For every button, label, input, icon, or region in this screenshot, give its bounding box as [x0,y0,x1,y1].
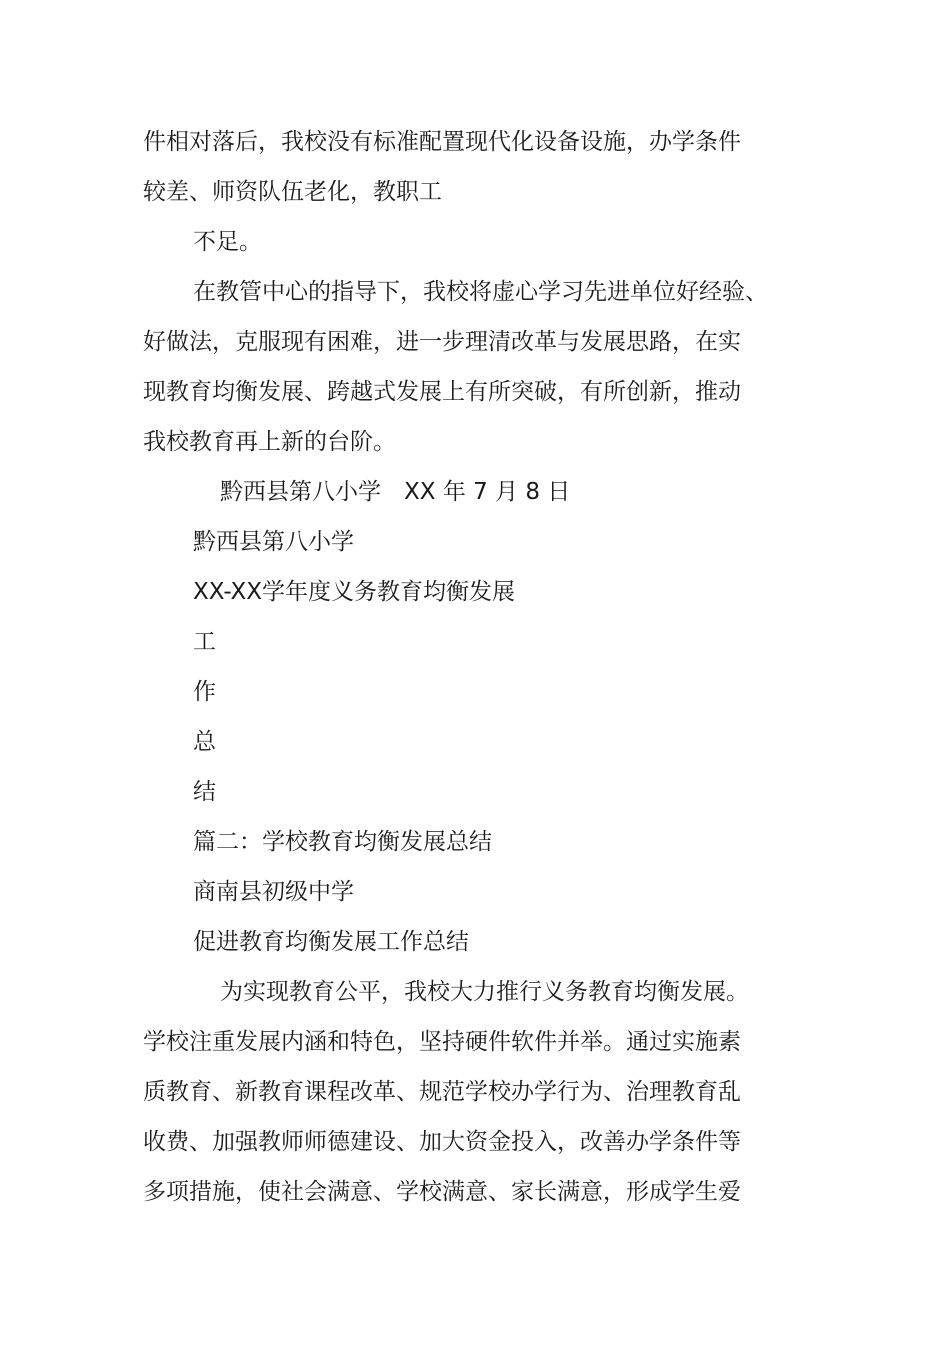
body-text-line: 收费、加强教师师德建设、加大资金投入，改善办学条件等 [143,1129,741,1155]
signature-date-line: 黔西县第八小学 XX 年 7 月 8 日 [220,479,571,505]
school-name-line: 商南县初级中学 [193,879,354,905]
section-heading: 篇二：学校教育均衡发展总结 [193,829,492,855]
report-title-line: XX-XX学年度义务教育均衡发展 [193,579,516,605]
body-text-line: 为实现教育公平，我校大力推行义务教育均衡发展。 [220,979,749,1005]
title-char-line: 结 [193,779,216,805]
school-name-line: 黔西县第八小学 [193,529,354,555]
body-text-line: 多项措施，使社会满意、学校满意、家长满意，形成学生爱 [143,1179,741,1205]
report-title-line: 促进教育均衡发展工作总结 [193,929,469,955]
body-text-line: 现教育均衡发展、跨越式发展上有所突破，有所创新，推动 [143,379,741,405]
title-char-line: 总 [193,729,216,755]
body-text-line: 件相对落后，我校没有标准配置现代化设备设施，办学条件 [143,129,741,155]
title-char-line: 作 [193,679,216,705]
body-text-line: 在教管中心的指导下，我校将虚心学习先进单位好经验、 [193,279,768,305]
title-char-line: 工 [193,629,216,655]
body-text-line: 好做法，克服现有困难，进一步理清改革与发展思路，在实 [143,329,741,355]
body-text-line: 质教育、新教育课程改革、规范学校办学行为、治理教育乱 [143,1079,741,1105]
body-text-line: 不足。 [193,229,262,255]
body-text-line: 我校教育再上新的台阶。 [143,429,396,455]
body-text-line: 学校注重发展内涵和特色，坚持硬件软件并举。通过实施素 [143,1029,741,1055]
body-text-line: 较差、师资队伍老化，教职工 [143,179,442,205]
